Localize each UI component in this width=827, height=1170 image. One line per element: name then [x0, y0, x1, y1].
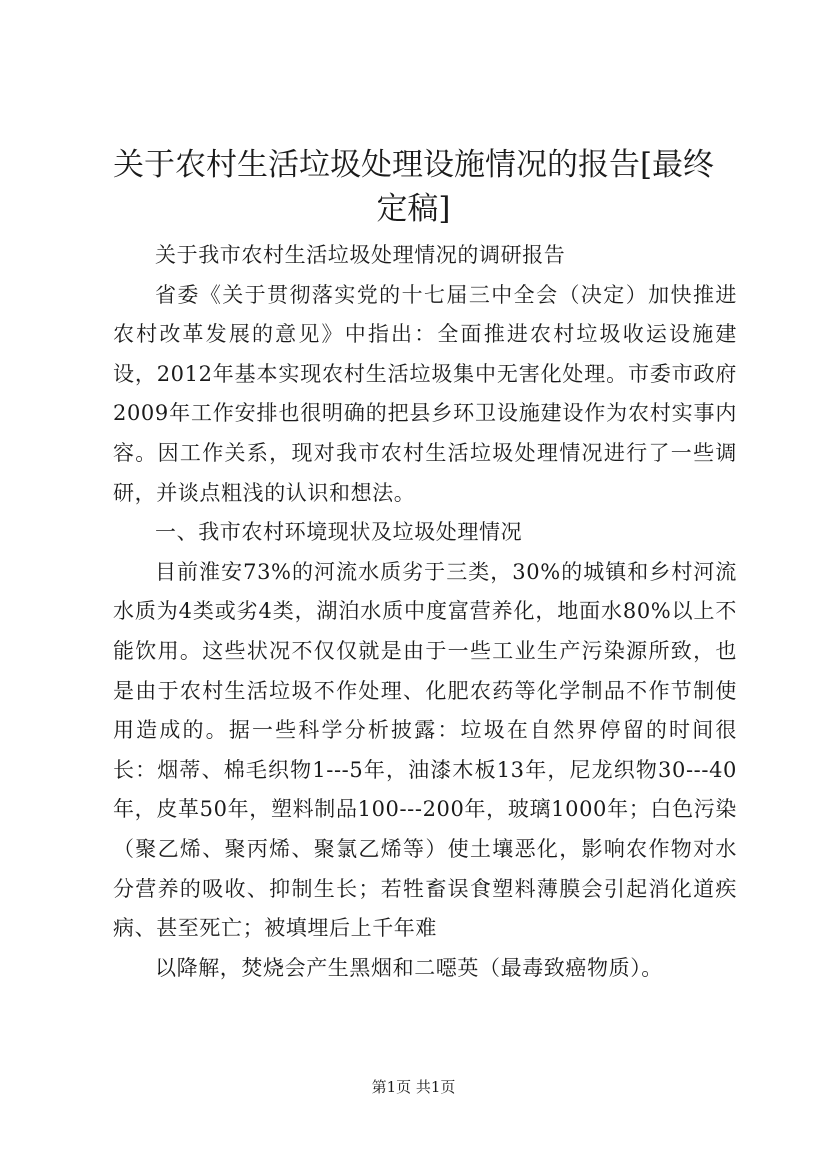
environment-paragraph: 目前淮安73%的河流水质劣于三类，30%的城镇和乡村河流水质为4类或劣4类，湖泊水质中度富营养化，地面水80%以上不能饮用。这些状况不仅仅就是由于一些工业生产污染源所致，也是由于农村生活垃圾不作处理、化肥农药等化学制品不作节制使用造成的。据一些科学分析披露：垃圾在自然界停留的时间很长：烟蒂、棉毛织物1---5年，油漆木板13年，尼龙织物30---40年，皮革50年，塑料制品100---200年，玻璃1000年；白色污染（聚乙烯、聚丙烯、聚氯乙烯等）使土壤恶化，影响农作物对水分营养的吸收、抑制生长；若牲畜误食塑料薄膜会引起消化道疾病、甚至死亡；被填埋后上千年难	[113, 559, 737, 941]
document-body	[113, 236, 737, 988]
page-title: 关于农村生活垃圾处理设施情况的报告[最终定稿]	[112, 147, 715, 227]
continuation-paragraph: 以降解，焚烧会产生黑烟和二噁英（最毒致癌物质）。	[155, 955, 663, 980]
intro-paragraph: 省委《关于贯彻落实党的十七届三中全会（决定）加快推进农村改革发展的意见》中指出：全面推进农村垃圾收运设施建设，2012年基本实现农村生活垃圾集中无害化处理。市委市政府2009年工作安排也很明确的把县乡环卫设施建设作为农村实事内容。因工作关系，现对我市农村生活垃圾处理情况进行了一些调研，并谈点粗浅的认识和想法。	[113, 282, 737, 505]
report-subtitle: 关于我市农村生活垃圾处理情况的调研报告	[155, 243, 566, 267]
page-number: 第1页 共1页	[371, 1078, 456, 1096]
section-heading: 一、我市农村环境现状及垃圾处理情况	[155, 520, 523, 545]
